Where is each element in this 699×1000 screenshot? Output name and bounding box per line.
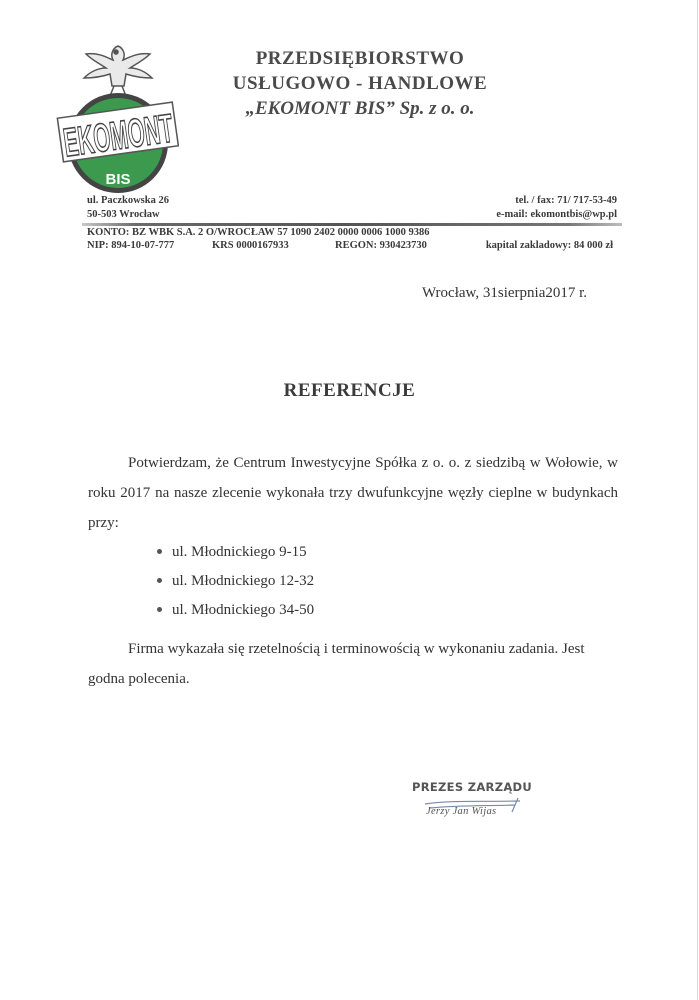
list-item [157, 537, 314, 566]
contact-email[interactable]: e-mail: ekomontbis@wp.pl [496, 209, 617, 220]
nip-number: NIP: 894-10-07-777 [87, 240, 175, 251]
bullet-icon [157, 578, 162, 583]
company-line-2: USŁUGOWO - HANDLOWE [232, 73, 488, 94]
address-city: 50-503 Wrocław [87, 209, 160, 220]
scan-edge [697, 0, 698, 1000]
regon-number: REGON: 930423730 [335, 240, 427, 251]
signature-name: Jerzy Jan Wijas [426, 806, 497, 817]
list-item-text: ul. Młodnickiego 34-50 [172, 601, 315, 618]
signature-role: PREZES ZARZĄDU [412, 780, 533, 794]
paragraph-1-text: Potwierdzam, że Centrum Inwestycyjne Spółka z o. o. z siedzibą w Wołowie, w roku 2017 na nasze zlecenie wykonała trzy dwufunkcyjne węzły cieplne w budynkach przy: [88, 455, 618, 531]
registry-ids [87, 240, 617, 254]
bank-account: KONTO: BZ WBK S.A. 2 O/WROCŁAW 57 1090 2402 0000 0006 1000 9386 [87, 227, 430, 238]
krs-number: KRS 0000167933 [212, 240, 289, 251]
body-paragraph-2 [88, 634, 618, 694]
list-item-text: ul. Młodnickiego 9-15 [172, 543, 307, 560]
eagle-icon [84, 46, 152, 96]
logo-brand-text: EKOMONT [60, 93, 270, 166]
company-address [87, 194, 169, 222]
address-street: ul. Paczkowska 26 [87, 195, 169, 206]
contact-phone: tel. / fax: 71/ 717-53-49 [515, 195, 617, 206]
logo-sub-text: BIS [105, 171, 131, 188]
company-line-1: PRZEDSIĘBIORSTWO [255, 48, 465, 69]
bullet-icon [157, 607, 162, 612]
share-capital: kapital zakladowy: 84 000 zł [485, 240, 613, 251]
bullet-icon [157, 549, 162, 554]
ekomont-logo [58, 38, 270, 198]
paragraph-2-text: Firma wykazała się rzetelnością i terminowością w wykonaniu zadania. Jest godna polecenia. [88, 641, 585, 687]
address-list [157, 537, 314, 624]
letter-date: Wrocław, 31sierpnia2017 r. [422, 285, 588, 301]
company-header [200, 46, 520, 121]
handwritten-signature [420, 796, 530, 814]
list-item [157, 595, 314, 624]
company-contact [496, 194, 617, 222]
company-line-3: „EKOMONT BIS” Sp. z o. o. [245, 98, 475, 119]
body-paragraph-1 [88, 448, 618, 538]
letter-title: REFERENCJE [283, 380, 416, 401]
list-item [157, 566, 314, 595]
list-item-text: ul. Młodnickiego 12-32 [172, 572, 315, 589]
